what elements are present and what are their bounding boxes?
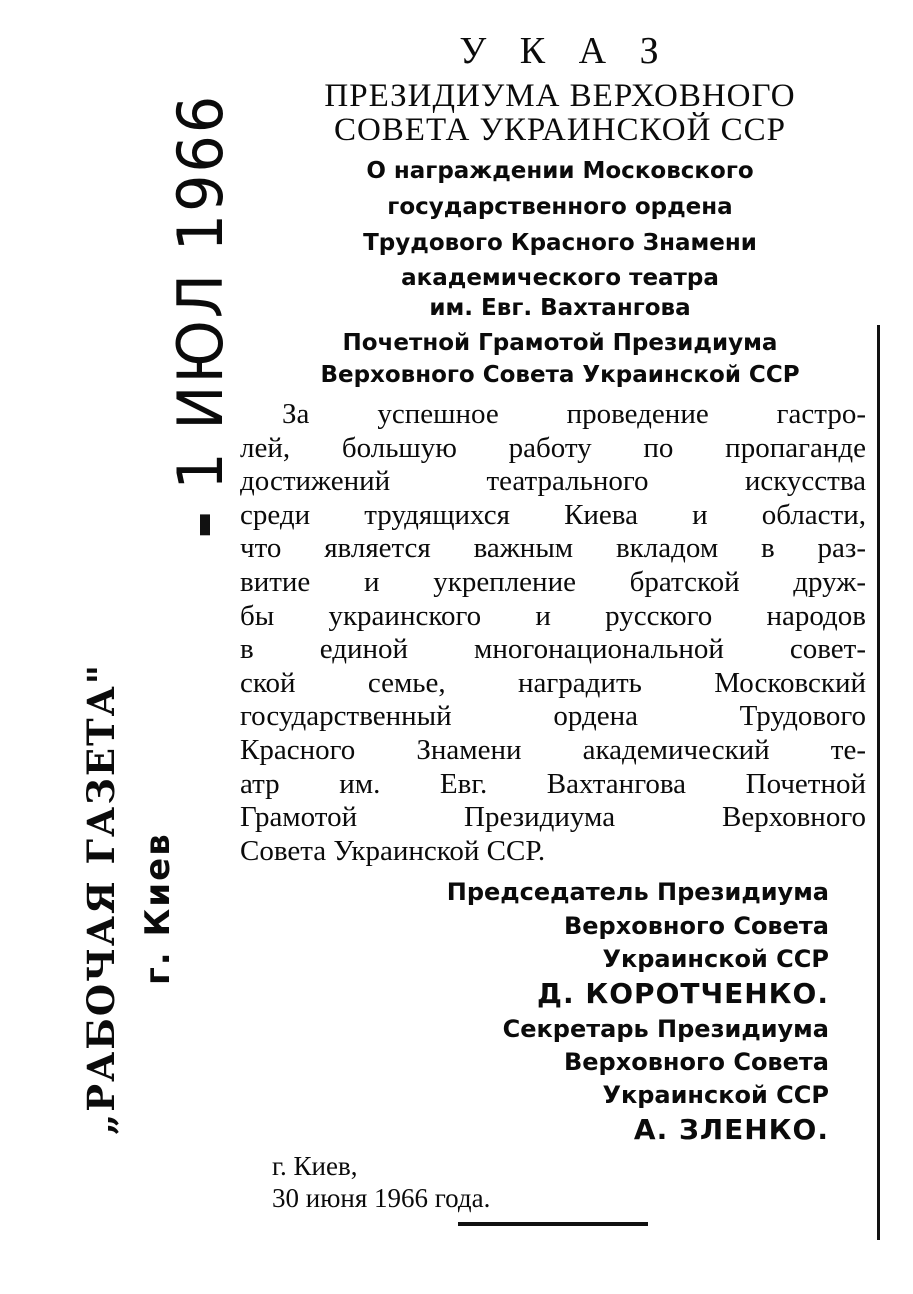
decree-body: [240, 398, 866, 868]
issuer-line-1: ПРЕЗИДИУМА ВЕРХОВНОГО: [324, 78, 796, 114]
newspaper-city: г. Киев: [138, 832, 178, 985]
place: г. Киев,: [272, 1151, 358, 1181]
subtitle-line: Верховного Совета Украинской ССР: [320, 362, 800, 388]
body-line: государственный ордена Трудового: [240, 700, 866, 733]
secretary-title-line: Украинской ССР: [602, 1081, 829, 1109]
subtitle-line: государственного ордена: [387, 194, 733, 220]
body-line: бы украинского и русского народов: [240, 599, 866, 632]
body-line: что является важным вкладом в раз-: [240, 532, 866, 565]
chairman-title-line: Верховного Совета: [563, 912, 829, 940]
body-line: лей, большую работу по пропаганде: [240, 431, 866, 464]
body-line: Совета Украинской ССР.: [240, 834, 546, 867]
body-line: достижений театрального искусства: [240, 465, 866, 498]
secretary-title-line: Секретарь Президиума: [502, 1015, 829, 1043]
stamp-dash: [200, 514, 210, 535]
column-rule: [877, 325, 880, 1240]
subtitle-line: Почетной Грамотой Президиума: [342, 330, 778, 356]
subtitle-line: Трудового Красного Знамени: [363, 230, 757, 256]
secretary-title-line: Верховного Совета: [563, 1048, 829, 1076]
secretary-name: А. ЗЛЕНКО.: [633, 1113, 829, 1146]
date: 30 июня 1966 года.: [272, 1183, 491, 1213]
body-line: Грамотой Президиума Верховного: [240, 801, 866, 834]
chairman-title-line: Украинской ССР: [602, 945, 829, 973]
decree-title: У К А З: [459, 30, 671, 72]
body-line: ской семье, наградить Московский: [240, 666, 866, 699]
stamp-year: 1966: [164, 93, 237, 252]
chairman-title-line: Председатель Президиума: [446, 878, 829, 906]
body-line: Красного Знамени академический те-: [240, 733, 866, 766]
stamp-day: 1: [164, 450, 237, 490]
body-line: в единой многонациональной совет-: [240, 633, 866, 666]
body-line: среди трудящихся Киева и области,: [240, 498, 866, 531]
chairman-name: Д. КОРОТЧЕНКО.: [537, 977, 829, 1010]
subtitle-line: О награждении Московского: [366, 158, 754, 184]
date-stamp: [164, 93, 237, 560]
closing-rule: [458, 1222, 648, 1226]
stamp-month: ИЮЛ: [164, 272, 237, 430]
subtitle-line: им. Евг. Вахтангова: [429, 295, 691, 321]
subtitle-line: академического театра: [401, 265, 719, 291]
body-line: витие и укрепление братской друж-: [240, 565, 866, 598]
body-line: За успешное проведение гастро-: [282, 398, 866, 430]
body-line: атр им. Евг. Вахтангова Почетной: [240, 767, 866, 800]
newspaper-name: „РАБОЧАЯ ГАЗЕТА": [79, 662, 123, 1135]
issuer-line-2: СОВЕТА УКРАИНСКОЙ ССР: [333, 112, 787, 148]
